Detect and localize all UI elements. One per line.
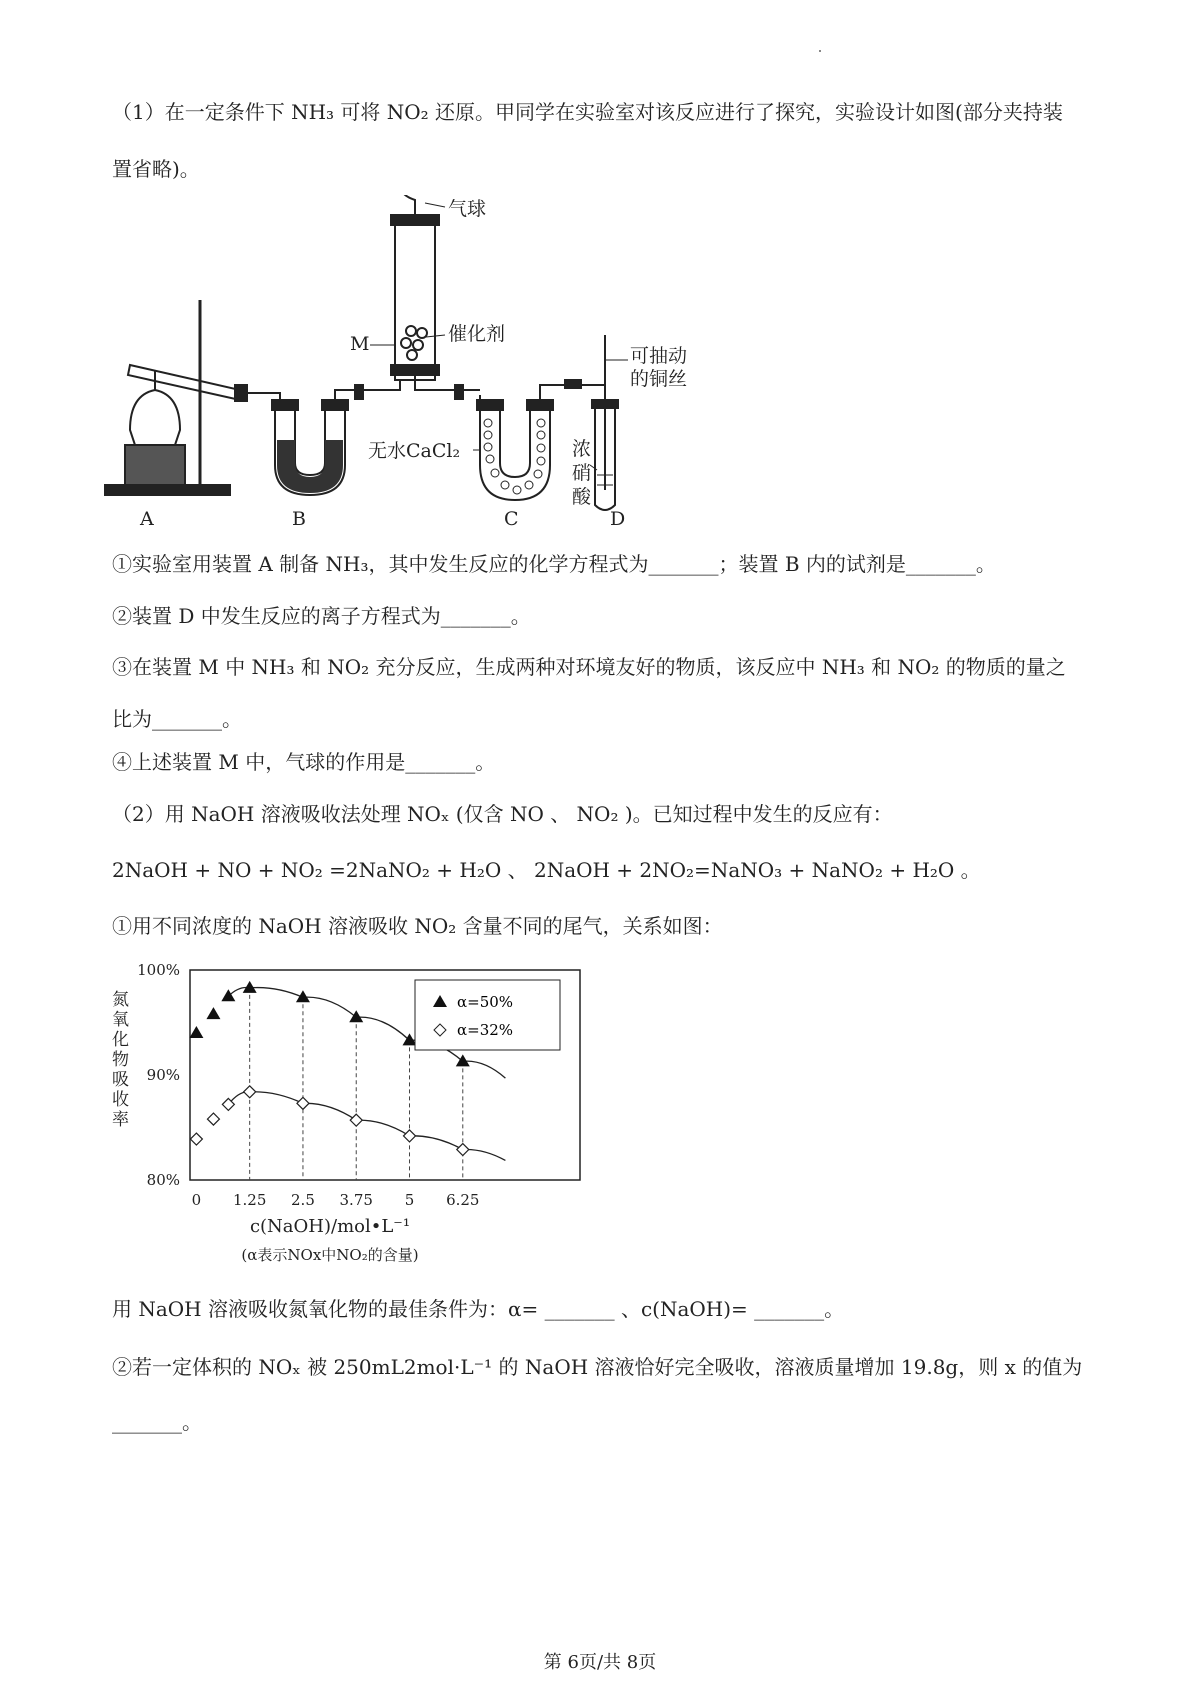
label-acid-3: 酸 (572, 486, 592, 508)
q2-item1-answer: 用 NaOH 溶液吸收氮氧化物的最佳条件为：α= _______ 、c(NaOH)= _______。 (112, 1297, 845, 1321)
y-tick-label: 100% (137, 961, 180, 979)
q1-intro-line1: （1）在一定条件下 NH₃ 可将 NO₂ 还原。甲同学在实验室对该反应进行了探究，实验设计如图(部分夹持装 (112, 100, 1063, 124)
q1-intro-line2: 置省略)。 (112, 157, 200, 181)
apparatus-diagram (100, 195, 800, 555)
marker-triangle (221, 989, 235, 1001)
q1-item1: ①实验室用装置 A 制备 NH₃，其中发生反应的化学方程式为_______；装置 B 内的试剂是_______。 (112, 552, 996, 576)
x-tick-label: 1.25 (232, 1191, 267, 1209)
stray-dot (819, 50, 821, 52)
marker-triangle (349, 1010, 363, 1022)
x-axis-label: c(NaOH)/mol•L⁻¹ (249, 1216, 411, 1237)
y-tick-label: 80% (146, 1171, 180, 1189)
label-m: M (350, 333, 370, 355)
y-axis-label-char: 氧 (112, 1010, 129, 1030)
marker-triangle (206, 1007, 220, 1019)
y-axis-label-char: 氮 (112, 990, 129, 1010)
q1-item3-line1: ③在装置 M 中 NH₃ 和 NO₂ 充分反应，生成两种对环境友好的物质，该反应中 NH₃ 和 NO₂ 的物质的量之 (112, 655, 1066, 679)
q2-item1: ①用不同浓度的 NaOH 溶液吸收 NO₂ 含量不同的尾气，关系如图： (112, 914, 723, 938)
label-d: D (610, 508, 626, 530)
page-footer: 第 6页/共 8页 (543, 1652, 657, 1673)
legend-label: α=50% (457, 993, 514, 1011)
column-m (395, 215, 435, 380)
y-axis-label-char: 吸 (112, 1070, 129, 1090)
q2-item2-line2: _______。 (112, 1410, 202, 1434)
y-tick-label: 90% (146, 1066, 180, 1084)
label-acid-2: 硝 (572, 462, 592, 484)
legend-box (415, 980, 560, 1050)
label-c: C (504, 508, 519, 530)
q2-intro: （2）用 NaOH 溶液吸收法处理 NOₓ (仅含 NO 、 NO₂ )。已知过程中发生的反应有： (112, 802, 893, 826)
q2-item2-line1: ②若一定体积的 NOₓ 被 250mL2mol·L⁻¹ 的 NaOH 溶液恰好完全吸收，溶液质量增加 19.8g，则 x 的值为 (112, 1355, 1083, 1379)
alcohol-lamp (130, 390, 180, 445)
x-tick-label: 5 (404, 1191, 415, 1209)
x-tick-label: 2.5 (291, 1191, 315, 1209)
burner-block (125, 445, 185, 485)
y-axis-label-char: 物 (112, 1050, 129, 1070)
y-axis-label-char: 率 (112, 1110, 129, 1130)
x-tick-label: 3.75 (339, 1191, 373, 1209)
y-axis-label-char: 收 (112, 1090, 129, 1110)
label-movable-wire-2: 的铜丝 (630, 368, 688, 390)
q1-item2: ②装置 D 中发生反应的离子方程式为_______。 (112, 604, 531, 628)
marker-diamond (404, 1130, 416, 1142)
marker-diamond (244, 1086, 256, 1098)
chart-note: (α表示NOx中NO₂的含量) (241, 1246, 419, 1264)
label-balloon: 气球 (448, 198, 487, 220)
label-catalyst: 催化剂 (448, 323, 506, 345)
x-tick-label: 0 (191, 1191, 202, 1209)
marker-triangle (189, 1026, 203, 1038)
q1-item3-line2: 比为_______。 (112, 707, 242, 731)
label-movable-wire-1: 可抽动 (630, 345, 688, 367)
marker-diamond (190, 1133, 202, 1145)
marker-triangle (456, 1054, 470, 1066)
label-acid-1: 浓 (572, 438, 592, 460)
label-cacl2: 无水CaCl₂ (368, 440, 461, 462)
stand-base (105, 485, 230, 495)
marker-diamond (457, 1144, 469, 1156)
marker-triangle (296, 990, 310, 1002)
legend-label: α=32% (457, 1021, 514, 1039)
marker-diamond (350, 1114, 362, 1126)
marker-diamond (207, 1113, 219, 1125)
label-a: A (140, 508, 154, 530)
q2-equations: 2NaOH + NO + NO₂ =2NaNO₂ + H₂O 、 2NaOH + 2NO₂=NaNO₃ + NaNO₂ + H₂O 。 (112, 858, 981, 882)
x-tick-label: 6.25 (446, 1191, 480, 1209)
label-b: B (292, 508, 306, 530)
q1-item4: ④上述装置 M 中，气球的作用是_______。 (112, 750, 496, 774)
absorption-chart (100, 955, 640, 1280)
y-axis-label-char: 化 (112, 1030, 129, 1050)
marker-triangle (243, 981, 257, 993)
marker-diamond (297, 1097, 309, 1109)
